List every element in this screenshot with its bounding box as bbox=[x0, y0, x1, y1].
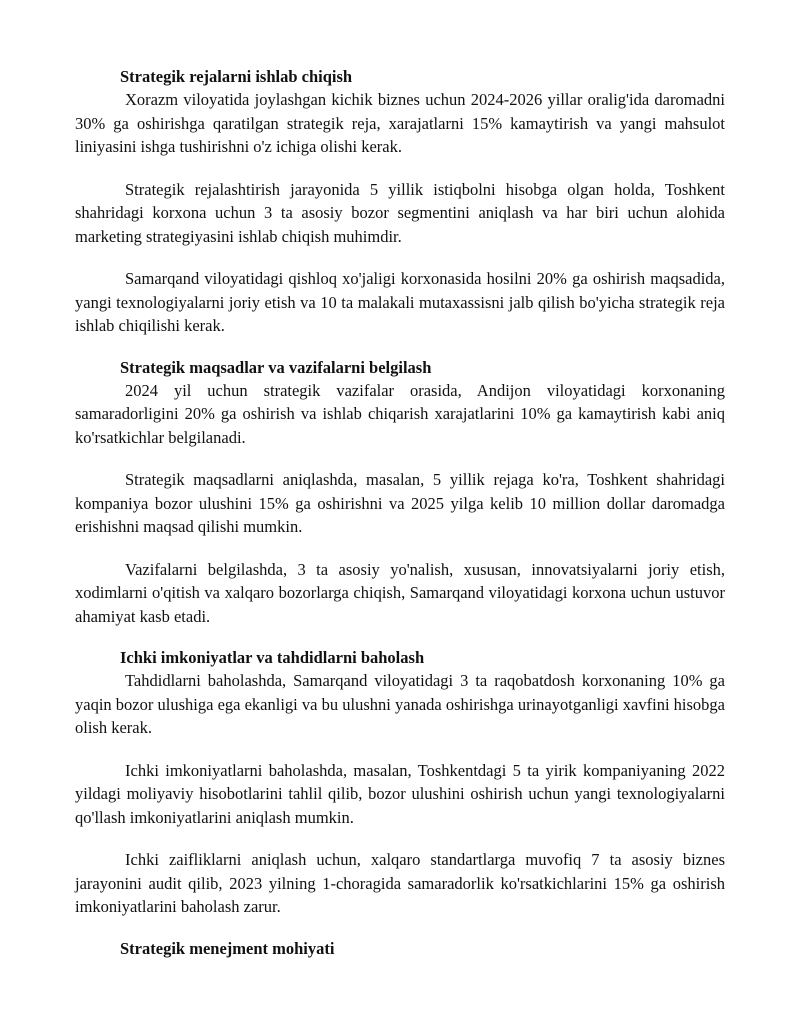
section-strategic-planning bbox=[75, 66, 725, 338]
paragraph: 2024 yil uchun strategik vazifalar orasida, Andijon viloyatidagi korxonaning samaradorligini 20% ga oshirish va ishlab chiqarish xarajatlarini 10% ga kamaytirish kabi aniq ko'rsatkichlar belgilanadi. bbox=[75, 380, 725, 447]
section-strategic-management bbox=[75, 938, 725, 960]
section-internal-assessment bbox=[75, 647, 725, 919]
paragraph: Strategik rejalashtirish jarayonida 5 yillik istiqbolni hisobga olgan holda, Toshkent shahridagi korxona uchun 3 ta asosiy bozor segmentini aniqlash va har biri uchun alohida marketing strategiyasini ishlab chiqish muhimdir. bbox=[75, 179, 725, 246]
section-heading: Strategik rejalarni ishlab chiqish bbox=[120, 67, 353, 86]
document-page bbox=[75, 66, 725, 960]
paragraph: Tahdidlarni baholashda, Samarqand viloyatidagi 3 ta raqobatdosh korxonaning 10% ga yaqin bozor ulushiga ega ekanligi va bu ulushni yanada oshirishga urinayotganligi xavfini hisobga olish kerak. bbox=[75, 671, 725, 737]
paragraph: Vazifalarni belgilashda, 3 ta asosiy yo'nalish, xususan, innovatsiyalarni joriy etish, xodimlarni o'qitish va xalqaro bozorlarga chiqish, Samarqand viloyatidagi korxona uchun ustuvor ahamiyat kasb etadi. bbox=[75, 559, 725, 626]
section-heading: Ichki imkoniyatlar va tahdidlarni baholash bbox=[120, 648, 425, 667]
section-strategic-goals bbox=[75, 357, 725, 629]
paragraph: Ichki zaifliklarni aniqlash uchun, xalqaro standartlarga muvofiq 7 ta asosiy biznes jarayonini audit qilib, 2023 yilning 1-choragida samaradorlik ko'rsatkichlarini 15% ga oshirish imkoniyatlarini baholash zarur. bbox=[75, 850, 725, 916]
section-heading: Strategik maqsadlar va vazifalarni belgilash bbox=[120, 357, 432, 377]
paragraph: Ichki imkoniyatlarni baholashda, masalan, Toshkentdagi 5 ta yirik kompaniyaning 2022 yildagi moliyaviy hisobotlarini tahlil qilib, bozor ulushini oshirish uchun yangi texnologiyalarni qo'llash imkoniyatlarini aniqlash mumkin. bbox=[75, 760, 725, 827]
paragraph: Xorazm viloyatida joylashgan kichik biznes uchun 2024-2026 yillar oralig'ida daromadni 30% ga oshirishga qaratilgan strategik reja, xarajatlarni 15% kamaytirish va yangi mahsulot liniyasini ishga tushirishni o'z ichiga olishi kerak. bbox=[75, 90, 725, 156]
section-heading: Strategik menejment mohiyati bbox=[120, 938, 335, 958]
paragraph: Strategik maqsadlarni aniqlashda, masalan, 5 yillik rejaga ko'ra, Toshkent shahridagi kompaniya bozor ulushini 15% ga oshirishni va 2025 yilga kelib 10 million dollar daromadga erishishni maqsad qilishi mumkin. bbox=[75, 470, 725, 536]
paragraph: Samarqand viloyatidagi qishloq xo'jaligi korxonasida hosilni 20% ga oshirish maqsadida, yangi texnologiyalarni joriy etish va 10 ta malakali mutaxassisni jalb qilish bo'yicha strategik reja ishlab chiqilishi kerak. bbox=[75, 269, 725, 335]
